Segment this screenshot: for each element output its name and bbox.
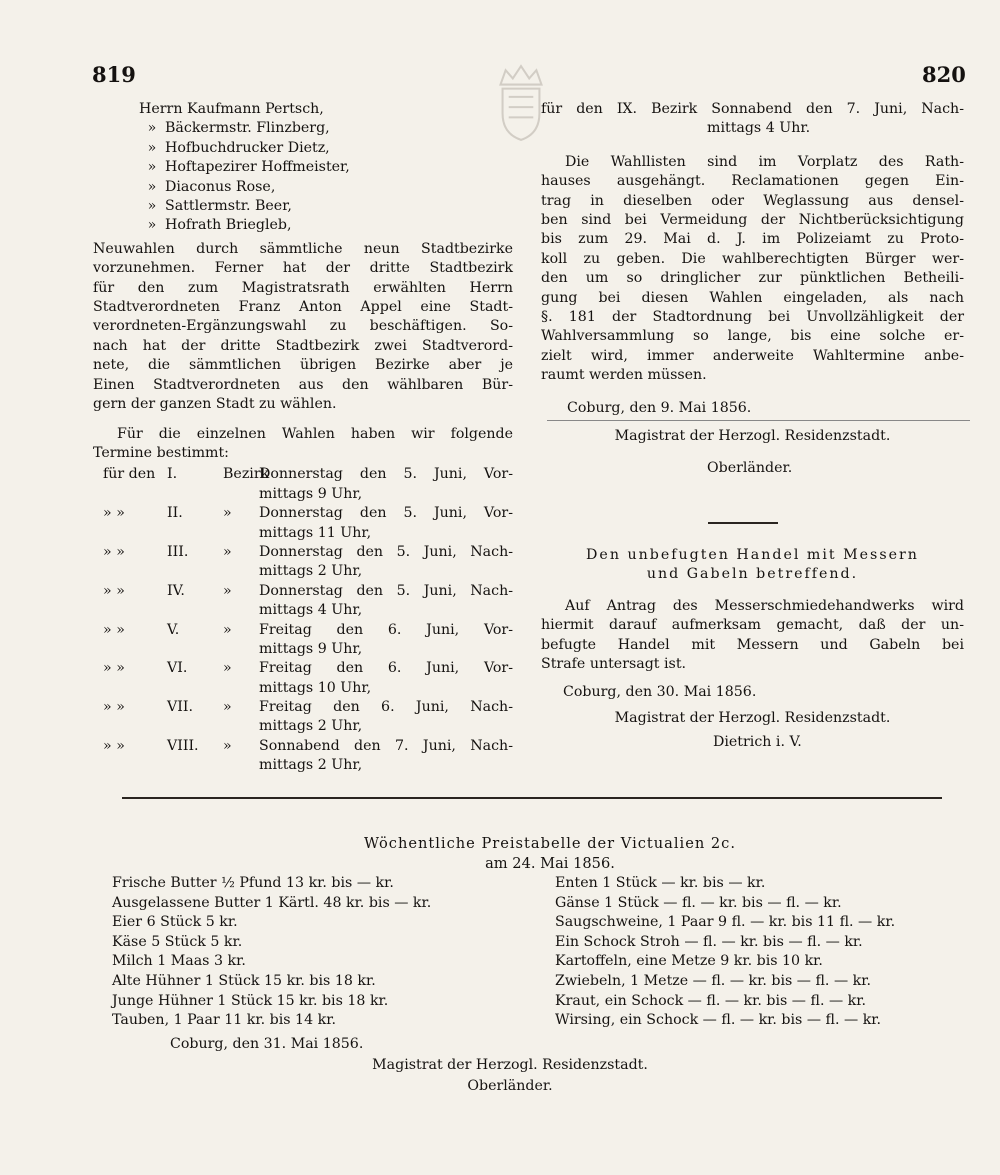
price-list-right (555, 874, 955, 1031)
schedule-time: mittags 2 Uhr, (259, 757, 363, 774)
signatory: Oberländer. (707, 459, 793, 476)
text-line: hiermit darauf aufmerksam gemacht, daß der un- (541, 617, 964, 634)
schedule-line (93, 698, 513, 717)
schedule-entry (93, 737, 513, 776)
schedule-entry (93, 465, 513, 504)
price-item: Gänse 1 Stück — fl. — kr. bis — fl. — kr. (555, 894, 842, 911)
district-mark: » (223, 660, 232, 677)
ditto-mark: » (147, 198, 157, 215)
schedule-prefix: » » (103, 621, 125, 638)
district-number: IV. (167, 582, 185, 599)
ditto-mark: » (147, 139, 157, 156)
schedule-prefix: » » (103, 737, 125, 754)
schedule-time: mittags 11 Uhr, (259, 524, 372, 541)
schedule-date: Donnerstag den 5. Juni, Vor- (259, 505, 513, 522)
schedule-entry (93, 621, 513, 660)
notice-date: Coburg, den 30. Mai 1856. (563, 684, 757, 701)
signatory: Dietrich i. V. (713, 734, 802, 751)
district-mark: » (223, 699, 232, 716)
price-item: Milch 1 Maas 3 kr. (112, 953, 246, 970)
schedule-entry (93, 582, 513, 621)
notice-heading: Den unbefugten Handel mit Messern (586, 546, 919, 563)
text-line: gern der ganzen Stadt zu wählen. (93, 396, 337, 413)
schedule-date: Freitag den 6. Juni, Vor- (259, 621, 513, 638)
text-line: hauses ausgehängt. Reclamationen gegen Ein- (541, 173, 964, 190)
schedule-time: mittags 2 Uhr, (259, 718, 363, 735)
schedule-time: mittags 9 Uhr, (259, 640, 363, 657)
election-schedule (93, 465, 513, 775)
schedule-date: Freitag den 6. Juni, Vor- (259, 660, 513, 677)
recipient-item (139, 139, 513, 158)
column-rule (547, 420, 970, 421)
schedule-line (93, 621, 513, 640)
schedule-prefix: » » (103, 543, 125, 560)
district-number: VI. (167, 660, 188, 677)
text-line: nach hat der dritte Stadtbezirk zwei Stadtverord- (93, 337, 513, 354)
recipient-name: Hofrath Briegleb, (165, 217, 292, 234)
schedule-date: Donnerstag den 5. Juni, Nach- (259, 543, 513, 560)
district-number: V. (167, 621, 180, 638)
recipient-item (139, 216, 513, 235)
text-line: trag in dieselben oder Weglassung aus densel- (541, 192, 964, 209)
price-table-title (270, 834, 830, 874)
ditto-mark: » (147, 217, 157, 234)
text-line: zielt wird, immer anderweite Wahltermine anbe- (541, 347, 964, 364)
text-line: vorzunehmen. Ferner hat der dritte Stadtbezirk (93, 260, 513, 277)
district-mark: » (223, 582, 232, 599)
district-number: III. (167, 543, 189, 560)
section-divider (708, 522, 778, 524)
schedule-entry (93, 543, 513, 582)
price-item: Käse 5 Stück 5 kr. (112, 933, 243, 950)
notice-heading: und Gabeln betreffend. (646, 566, 859, 583)
price-item: Saugschweine, 1 Paar 9 fl. — kr. bis 11 fl. — kr. (555, 914, 896, 931)
district-number: VII. (167, 699, 193, 716)
price-item: Zwiebeln, 1 Metze — fl. — kr. bis — fl. — kr. (555, 972, 871, 989)
electoral-notice (541, 153, 964, 386)
schedule-time: mittags 10 Uhr, (259, 679, 372, 696)
schedule-date: Donnerstag den 5. Juni, Nach- (259, 582, 513, 599)
text-line: bis zum 29. Mai d. J. im Polizeiamt zu Proto- (541, 231, 964, 248)
schedule-entry (93, 659, 513, 698)
price-item: Tauben, 1 Paar 11 kr. bis 14 kr. (112, 1012, 336, 1029)
schedule-time: mittags 2 Uhr, (259, 563, 363, 580)
price-item: Eier 6 Stück 5 kr. (112, 914, 238, 931)
text-line: Strafe untersagt ist. (541, 655, 687, 672)
schedule-prefix: » » (103, 699, 125, 716)
district-mark: » (223, 737, 232, 754)
schedule-line (93, 543, 513, 562)
district-number: VIII. (167, 737, 199, 754)
text-line: gung bei diesen Wahlen eingeladen, als nach (541, 289, 964, 306)
schedule-ix-time: mittags 4 Uhr. (707, 120, 811, 137)
text-line: koll zu geben. Die wahlberechtigten Bürger wer- (541, 250, 964, 267)
district-mark: » (223, 621, 232, 638)
text-line: befugte Handel mit Messern und Gabeln bei (541, 636, 964, 653)
recipient-name: Diaconus Rose, (165, 178, 276, 195)
schedule-ix-line: für den IX. Bezirk Sonnabend den 7. Juni, Nach- (541, 101, 964, 117)
recipient-item (139, 119, 513, 138)
schedule-prefix: » » (103, 582, 125, 599)
schedule-entry (93, 698, 513, 737)
schedule-entry (93, 504, 513, 543)
price-item: Frische Butter ½ Pfund 13 kr. bis — kr. (112, 875, 394, 891)
price-item: Wirsing, ein Schock — fl. — kr. bis — fl. — kr. (555, 1012, 882, 1029)
text-line: für den zum Magistratsrath erwählten Herrn (93, 279, 513, 296)
district-mark: » (223, 543, 232, 560)
ditto-mark: » (147, 178, 157, 195)
recipient-item (139, 100, 513, 119)
text-line: den um so dringlicher zur pünktlichen Betheili- (541, 270, 964, 287)
page-number-right: 820 (922, 62, 966, 87)
recipient-item (139, 158, 513, 177)
district-number: II. (167, 505, 183, 522)
text-line: Auf Antrag des Messerschmiedehandwerks wird (565, 597, 964, 614)
schedule-date: Donnerstag den 5. Juni, Vor- (259, 466, 513, 483)
price-table-signature (170, 1034, 850, 1097)
election-paragraph (93, 240, 513, 415)
schedule-prefix: für den (103, 466, 156, 483)
recipient-list (93, 100, 513, 236)
schedule-line (93, 659, 513, 678)
district-number: I. (167, 466, 178, 483)
knife-trade-notice (541, 597, 964, 675)
text-line: Wahlversammlung so lange, bis eine solche er- (541, 328, 964, 345)
left-column (93, 100, 513, 776)
district-mark: » (223, 505, 232, 522)
ditto-mark: » (147, 159, 157, 176)
text-line: nete, die sämmtlichen übrigen Bezirke aber je (93, 357, 513, 374)
text-line: §. 181 der Stadtordnung bei Unvollzähligkeit der (541, 309, 964, 326)
price-list-left (112, 874, 512, 1031)
schedule-line (93, 504, 513, 523)
text-line: Stadtverordneten Franz Anton Appel eine Stadt- (93, 299, 513, 316)
schedule-prefix: » » (103, 660, 125, 677)
text-line: Einen Stadtverordneten aus den wählbaren Bür- (93, 376, 513, 393)
recipient-item (139, 197, 513, 216)
signature-date: Coburg, den 31. Mai 1856. (170, 1036, 364, 1052)
dates-paragraph (93, 425, 513, 464)
right-column (541, 100, 964, 753)
horizontal-rule (122, 797, 942, 799)
issuing-authority: Magistrat der Herzogl. Residenzstadt. (614, 428, 891, 445)
price-table-heading: Wöchentliche Preistabelle der Victualien 2c. (364, 835, 736, 852)
schedule-time: mittags 4 Uhr, (259, 602, 363, 619)
text-line: Die Wahllisten sind im Vorplatz des Rath- (565, 153, 964, 170)
schedule-line (93, 465, 513, 484)
price-item: Ausgelassene Butter 1 Kärtl. 48 kr. bis — kr. (112, 894, 432, 911)
text-line: Neuwahlen durch sämmtliche neun Stadtbezirke (93, 240, 513, 257)
issuing-authority: Magistrat der Herzogl. Residenzstadt. (614, 709, 891, 726)
schedule-prefix: » » (103, 505, 125, 522)
text-line: Für die einzelnen Wahlen haben wir folgende (117, 425, 513, 442)
price-item: Junge Hühner 1 Stück 15 kr. bis 18 kr. (112, 992, 389, 1009)
price-item: Kraut, ein Schock — fl. — kr. bis — fl. — kr. (555, 992, 867, 1009)
recipient-name: Hofbuchdrucker Dietz, (165, 139, 330, 156)
recipient-name: Bäckermstr. Flinzberg, (165, 120, 330, 137)
text-line: ben sind bei Vermeidung der Nichtberücksichtigung (541, 212, 964, 229)
price-item: Alte Hühner 1 Stück 15 kr. bis 18 kr. (112, 972, 376, 989)
recipient-name: Herrn Kaufmann Pertsch, (139, 101, 324, 117)
price-item: Ein Schock Stroh — fl. — kr. bis — fl. — kr. (555, 933, 863, 950)
text-line: raumt werden müssen. (541, 367, 707, 384)
schedule-date: Freitag den 6. Juni, Nach- (259, 699, 513, 716)
schedule-time: mittags 9 Uhr, (259, 485, 363, 502)
recipient-name: Hoftapezirer Hoffmeister, (165, 159, 350, 176)
notice-date: Coburg, den 9. Mai 1856. (567, 399, 752, 416)
price-table-date: am 24. Mai 1856. (485, 855, 615, 872)
recipient-item (139, 178, 513, 197)
text-line: verordneten-Ergänzungswahl zu beschäftigen. So- (93, 318, 513, 335)
page-number-left: 819 (92, 62, 136, 87)
recipient-name: Sattlermstr. Beer, (165, 198, 292, 215)
price-item: Enten 1 Stück — kr. bis — kr. (555, 875, 766, 891)
signatory: Oberländer. (467, 1078, 553, 1094)
text-line: Termine bestimmt: (93, 444, 229, 461)
issuing-authority: Magistrat der Herzogl. Residenzstadt. (372, 1057, 648, 1073)
district-mark: Bezirk (223, 466, 270, 483)
schedule-date: Sonnabend den 7. Juni, Nach- (259, 737, 513, 754)
schedule-line (93, 737, 513, 756)
price-item: Kartoffeln, eine Metze 9 kr. bis 10 kr. (555, 953, 823, 970)
schedule-line (93, 582, 513, 601)
ditto-mark: » (147, 120, 157, 137)
